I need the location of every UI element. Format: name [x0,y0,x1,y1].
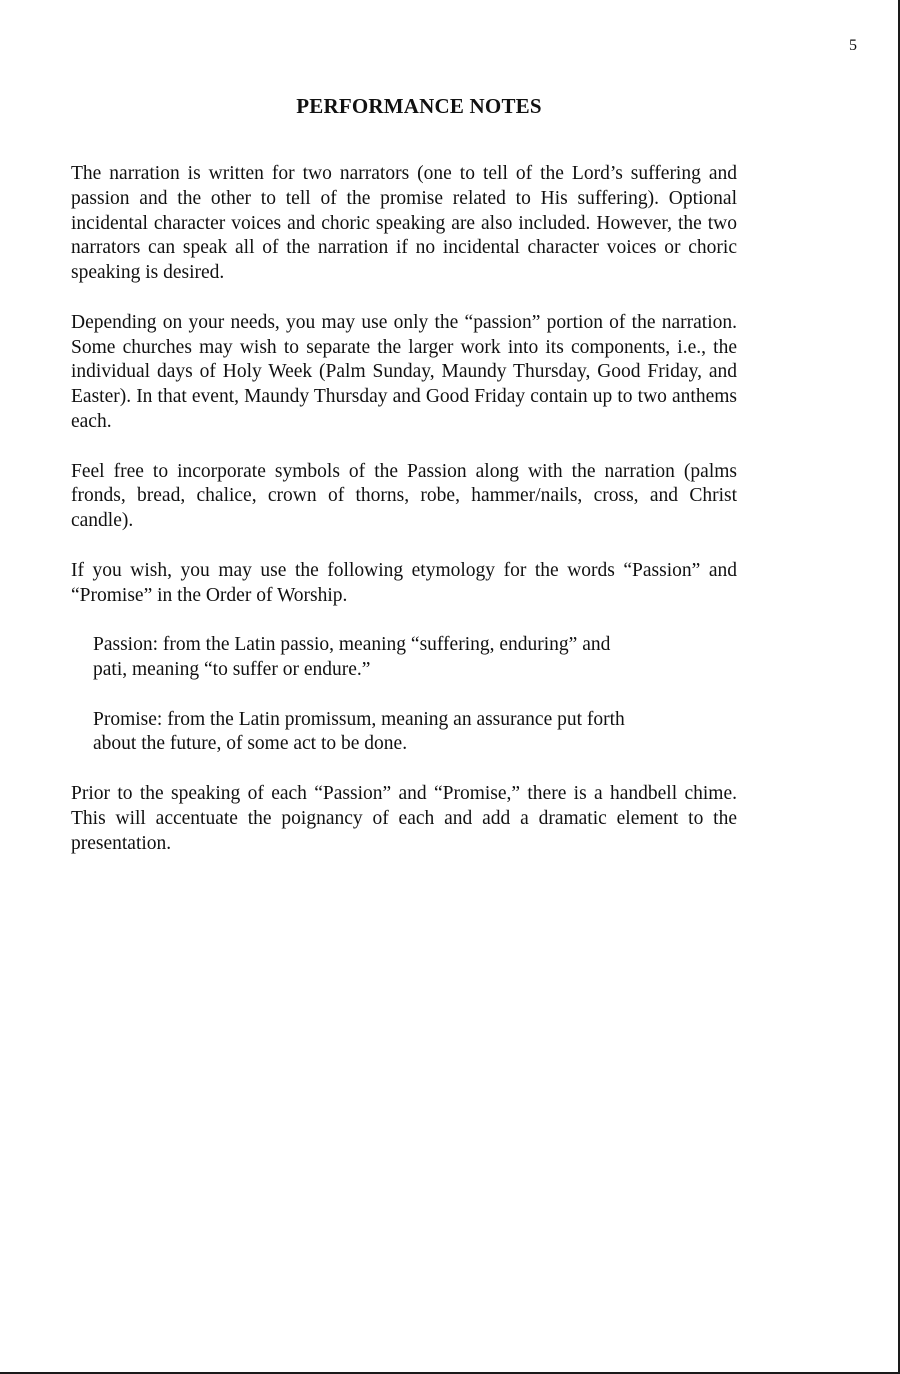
paragraph-etymology-intro: If you wish, you may use the following etymology for the words “Passion” and “Promise” in the Order of Worship. [71,559,737,606]
paragraph-narrators: The narration is written for two narrators (one to tell of the Lord’s suffering and passion and the other to tell of the promise related to His suffering). Optional incidental character voices and choric speaking are also included. However, the two narrators can speak all of the narration if no incidental character voices or choric speaking is desired. [71,163,737,284]
paragraph-handbell: Prior to the speaking of each “Passion” and “Promise,” there is a handbell chime. This will accentuate the poignancy of each and add a dramatic element to the presentation. [71,782,737,854]
document-body [71,162,737,881]
paragraph-passion-portion: Depending on your needs, you may use only the “passion” portion of the narration. Some churches may wish to separate the larger work into its components, i.e., the individual days of Holy Week (Palm Sunday, Maundy Thursday, Good Friday, and Easter). In that event, Maundy Thursday and Good Friday contain up to two anthems each. [71,311,737,432]
page-number: 5 [849,37,857,54]
etymology-passion [93,633,737,683]
paragraph-symbols: Feel free to incorporate symbols of the Passion along with the narration (palms fronds, bread, chalice, crown of thorns, robe, hammer/nails, cross, and Christ candle). [71,460,737,532]
etymology-promise [93,708,737,758]
etymology-passion-line-2: pati, meaning “to suffer or endure.” [93,658,371,680]
etymology-promise-line-1: Promise: from the Latin promissum, meaning an assurance put forth [93,708,625,730]
etymology-passion-line-1: Passion: from the Latin passio, meaning “suffering, enduring” and [93,634,611,656]
etymology-promise-line-2: about the future, of some act to be done. [93,733,408,755]
page-title: PERFORMANCE NOTES [296,94,542,118]
